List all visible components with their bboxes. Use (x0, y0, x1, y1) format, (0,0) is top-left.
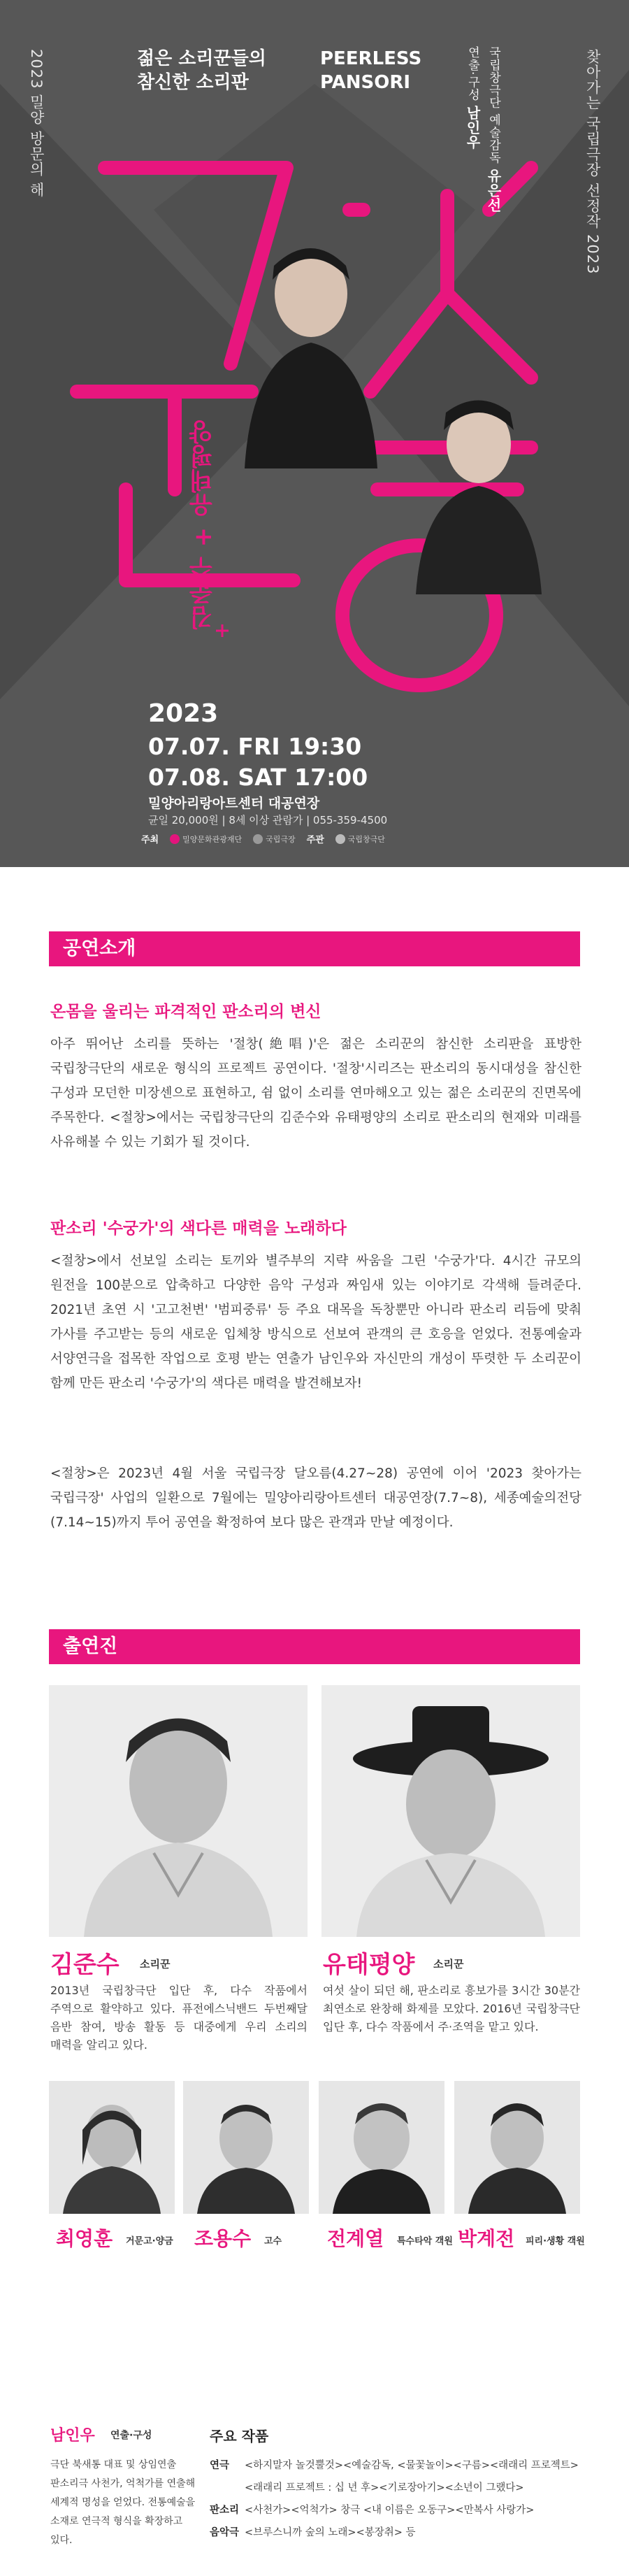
cast-photo-cho-art (183, 2081, 309, 2214)
cast-name-kim: 김준수 (50, 1951, 120, 1979)
cast-photo-park-art (454, 2081, 580, 2214)
poster-date-1: 07.07. FRI 19:30 (148, 733, 362, 760)
intro-paragraph-1: 아주 뛰어난 소리를 뜻하는 '절창(絶唱)'은 젊은 소리꾼의 참신한 소리판을 표방한 국립창극단의 새로운 형식의 프로젝트 공연이다. '절창'시리즈는 판소리의 동시대성을 참신한 구성과 모던한 미장센으로 표현하고, 쉼 없이 소리를 연마해오고 있는 젊은 소리꾼의 진면목에 주목한다. <절창>에서는 국립창극단의 김준수와 유태평양의 소리로 판소리의 현재와 미래를 사유해볼 수 있는 기회가 될 것이다. (50, 1037, 581, 1150)
performer-photo-1 (231, 238, 391, 468)
intro-heading-2: 판소리 '수궁가'의 색다른 매력을 노래하다 (50, 1219, 347, 1238)
cast-role-choi: 거문고·양금 (126, 2236, 173, 2247)
poster-ticket-info: 균일 20,000원 | 8세 이상 관람가 | 055-359-4500 (148, 814, 388, 827)
poster-year: 2023 (148, 699, 219, 728)
intro-header: 공연소개 (49, 931, 580, 966)
works-title: 주요 작품 (210, 2428, 269, 2445)
poster-headline-en: PEERLESS PANSORI (320, 48, 422, 93)
cast-role-kim: 소리꾼 (140, 1958, 171, 1970)
performer-photo-2 (405, 392, 552, 594)
cast-role-cho: 고수 (264, 2236, 282, 2247)
cast-name-jeon: 전계열 (327, 2227, 384, 2250)
poster-date-2: 07.08. SAT 17:00 (148, 764, 368, 791)
poster-headline-ko: 젊은 소리꾼들의 참신한 소리판 (137, 48, 266, 93)
poster-credit-artistic: 국립창극단 예술감독 유은선 (485, 46, 502, 213)
cast-header: 출연진 (49, 1629, 580, 1664)
cast-role-jeon: 특수타악 객원 (397, 2236, 453, 2247)
theater-logo-icon (253, 834, 263, 844)
cast-name-cho: 조용수 (194, 2227, 252, 2250)
cast-photo-kim-art (49, 1685, 308, 1937)
cast-name-park: 박계전 (458, 2227, 515, 2250)
works-row: <래래리 프로젝트 : 십 년 후><기로장아기><소년이 그랬다> (245, 2482, 524, 2493)
cast-photo-park (454, 2081, 580, 2214)
cast-photo-kim (49, 1685, 308, 1937)
cast-photo-jeon-art (319, 2081, 444, 2214)
cast-name-choi: 최영훈 (56, 2227, 113, 2250)
cast-photo-yoo (321, 1685, 580, 1937)
poster-performers: 김준수 + 유태평양 (189, 420, 217, 630)
poster-right-vertical: 찾아가는 국립극장 선정작 2023 (584, 49, 602, 275)
director-name: 남인우 (50, 2427, 95, 2445)
intro-paragraph-3: <절창>은 2023년 4월 서울 국립극장 달오름(4.27~28) 공연에 이어 '2023 찾아가는 국립극장' 사업의 일환으로 7월에는 밀양아리랑아트센터 대공연장(7.7~8), 세종예술의전당(7.14~15)까지 투어 공연을 확정하여 보다 많은 관객과 만날 예정이다. (50, 1466, 581, 1530)
cast-desc-yoo: 여섯 살이 되던 해, 판소리로 흥보가를 3시간 30분간 최연소로 완창해 화제를 모았다. 2016년 국립창극단 입단 후, 다수 작품에서 주·조역을 맡고 있다. (323, 1984, 580, 2033)
cast-role-yoo: 소리꾼 (433, 1958, 464, 1970)
cast-photo-yoo-art (321, 1685, 580, 1937)
poster-credit-director: 연출·구성 남인우 (464, 46, 481, 150)
director-bio: 극단 북새통 대표 및 상임연출 판소리극 사천가, 억척가를 연출해 세계적 명성을 얻었다. 전통예술을 소재로 연극적 형식을 확장하고 있다. (50, 2459, 196, 2546)
cast-desc-kim: 2013년 국립창극단 입단 후, 다수 작품에서 주역으로 활약하고 있다. 퓨전에스닉밴드 두번째달 음반 참여, 방송 활동 등 대중에게 우리 소리의 매력을 알리고 있다. (50, 1984, 308, 2052)
cast-role-park: 피리·생황 객원 (526, 2236, 585, 2247)
poster (0, 0, 629, 867)
cast-photo-choi (49, 2081, 175, 2214)
works-row: 판소리 <사천가><억척가> 창극 <내 이름은 오동구><만복사 사랑가> (210, 2505, 535, 2516)
intro-paragraph-2: <절창>에서 선보일 소리는 토끼와 별주부의 지략 싸움을 그린 '수궁가'다. 4시간 규모의 원전을 100분으로 압축하고 다양한 음악 구성과 짜임새 있는 이야기로 각색해 들려준다. 2021년 초연 시 '고고천변' '범피중류' 등 주요 대목을 독창뿐만 아니라 판소리 리듬에 맞춰 가사를 주고받는 등의 새로운 입체창 방식으로 선보여 관객의 큰 호응을 얻었다. 전통예술과 서양연극을 접목한 작업으로 호평 받는 연출가 남인우와 자신만의 개성이 뚜렷한 두 소리꾼이 함께 만든 판소리 '수궁가'의 색다른 매력을 발견해보자! (50, 1254, 581, 1391)
poster-venue: 밀양아리랑아트센터 대공연장 (148, 796, 320, 811)
host-logo: 밀양문화관광재단 (170, 833, 242, 845)
poster-footer: 주최 밀양문화관광재단 국립극장 주관 국립창극단 (141, 834, 385, 845)
national-theater-logo: 국립극장 (253, 833, 296, 845)
cast-photo-cho (183, 2081, 309, 2214)
host-logo-icon (170, 834, 180, 844)
cast-name-yoo: 유태평양 (323, 1951, 415, 1979)
changgeuk-logo: 국립창극단 (335, 833, 385, 845)
works-row: 음악극 <브루스니까 숲의 노래><봉장취> 등 (210, 2527, 416, 2538)
director-role: 연출·구성 (110, 2430, 152, 2441)
cast-photo-choi-art (49, 2081, 175, 2214)
cast-photo-jeon (319, 2081, 444, 2214)
intro-heading-1: 온몸을 울리는 파격적인 판소리의 변신 (50, 1003, 321, 1021)
works-row: 연극 <하지말자 놀것뿔것><예술감독, <물꽃놀이><구름><래래리 프로젝트> (210, 2460, 579, 2471)
changgeuk-logo-icon (335, 834, 345, 844)
poster-left-vertical: 2023 밀양 방문의 해 (28, 49, 45, 198)
